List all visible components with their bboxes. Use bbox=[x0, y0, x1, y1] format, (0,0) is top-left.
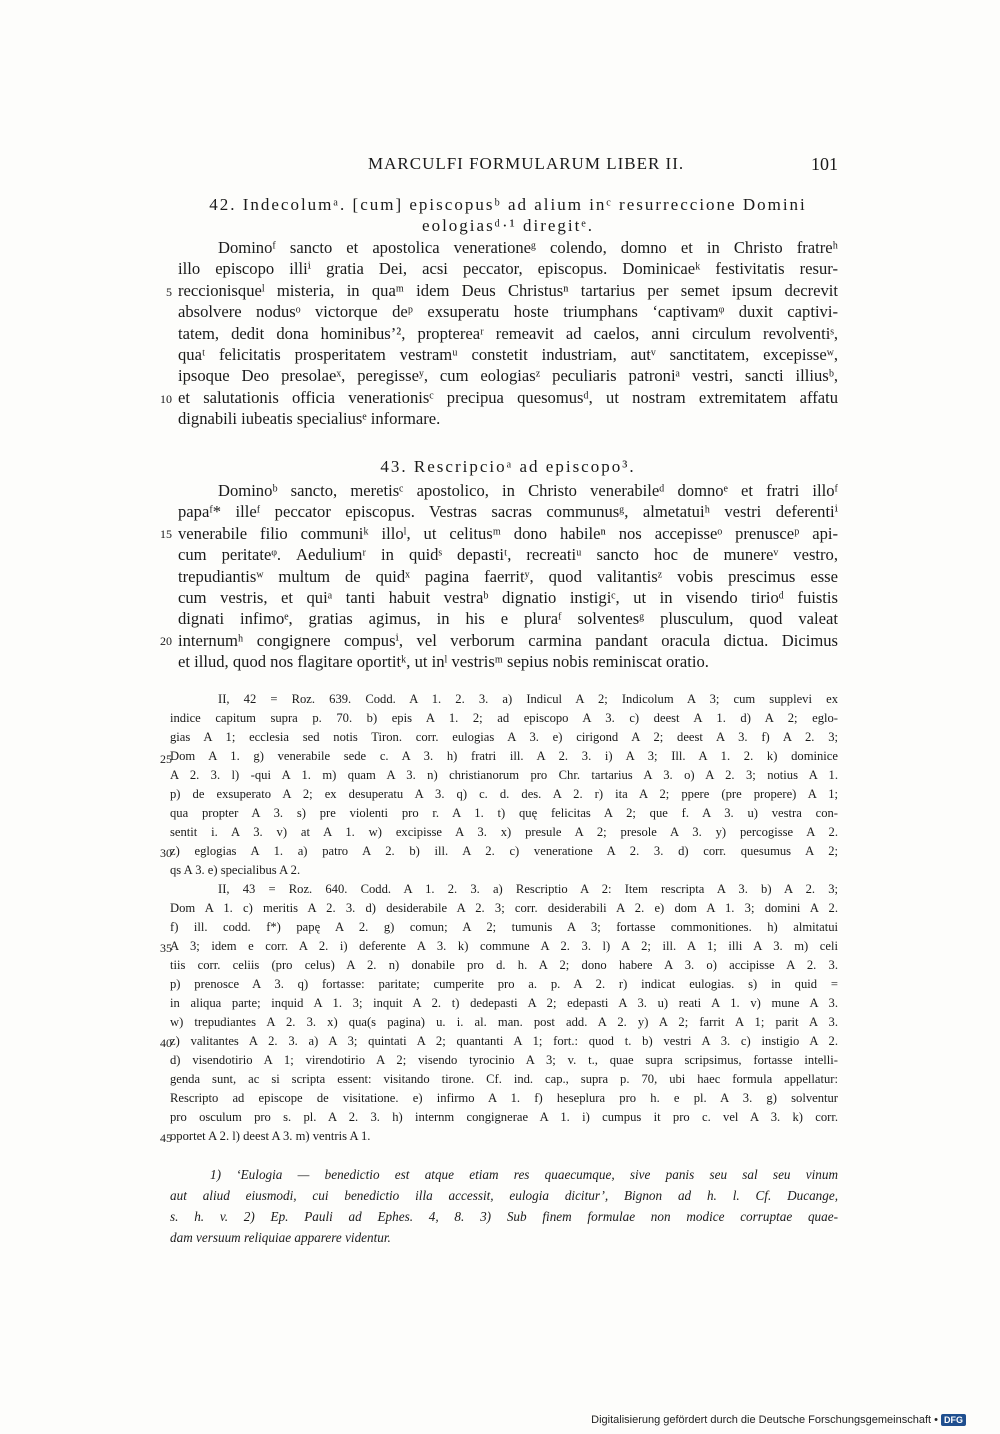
text-line: cum peritateᵠ. Aeduliumʳ in quidˢ depastiᵗ, recreatiᵘ sancto hoc de munereᵛ vestro, bbox=[178, 545, 838, 565]
text-line: dignabili iubeatis specialiusᵉ informare. bbox=[178, 409, 441, 429]
text-line: dignati infimoᵉ, gratias agimus, in his e pluraᶠ solventesᵍ plusculum, quod valeat bbox=[178, 609, 838, 629]
line-number: 10 bbox=[160, 392, 172, 406]
line-number: 35 bbox=[160, 941, 172, 955]
note-line: qua propter A 3. s) pre violenti pro r. A 1. t) quę felicitas A 2; que f. A 3. u) vestra con- bbox=[170, 806, 838, 820]
text-line: cum vestris, et quiᵃ tanti habuit vestraᵇ dignatio instigiᶜ, ut in visendo tirioᵈ fuistis bbox=[178, 587, 838, 607]
text-line: ipsoque Deo presolaeˣ, peregisseʸ, cum eologiasᶻ peculiaris patroniᵃ vestri, sancti illiusᵇ, bbox=[178, 366, 838, 386]
text-line: venerabile filio communiᵏ illoˡ, ut celitusᵐ dono habileⁿ nos accepisseᵒ prenusceᵖ api- bbox=[178, 523, 838, 543]
line-number: 45 bbox=[160, 1131, 172, 1145]
note-line: z) valitantes A 2. 3. a) A 3; quintati A 2; quantanti A 1; fort.: quod t. b) vestri A 3. c) instigio A 2. bbox=[170, 1034, 838, 1048]
note-line: d) visendotirio A 1; virendotirio A 2; visendo tyrocinio A 3; v. t., quae supra scripsimus, fortasse intelli- bbox=[170, 1053, 838, 1067]
section-42-title bbox=[178, 194, 838, 236]
section-42-title-line1: 42. Indecolumᵃ. [cum] episcopusᵇ ad alium inᶜ resurreccione Domini bbox=[209, 195, 807, 214]
note-line: oportet A 2. l) deest A 3. m) ventris A 1. bbox=[170, 1129, 371, 1143]
note-line: Dom A 1. g) venerabile sede c. A 3. h) fratri ill. A 2. 3. i) A 3; Ill. A 1. 2. k) dominice bbox=[170, 749, 838, 763]
text-line: reccionisqueˡ misteria, in quaᵐ idem Deus Christusⁿ tartarius per semet ipsum decrevit bbox=[178, 280, 838, 300]
text-line: internumʰ congignere compusⁱ, vel verborum carmina pandant oracula dictua. Dicimus bbox=[178, 630, 838, 650]
note-line: Dom A 1. c) meritis A 2. 3. d) desiderabile A 2. 3; corr. desiderabili A 2. e) dom A 1. 3; domini A 2. bbox=[170, 901, 838, 915]
section-43-body bbox=[178, 480, 838, 673]
footnotes bbox=[170, 1164, 838, 1248]
running-title: MARCULFI FORMULARUM LIBER II. bbox=[368, 154, 685, 173]
text-line: Dominoᵇ sancto, meretisᶜ apostolico, in Christo venerabileᵈ domnoᵉ et fratri illoᶠ bbox=[218, 481, 838, 500]
critical-apparatus bbox=[170, 690, 838, 1146]
section-42-body bbox=[178, 237, 838, 430]
note-line: A 2. 3. l) -qui A 1. m) quam A 3. n) christianorum pro Chr. tartarius A 3. o) A 2. 3; notius A 1. bbox=[170, 768, 838, 782]
text-line: quaᵗ felicitatis prosperitatem vestramᵘ constetit industriam, autᵛ sanctitatem, excepisseʷ, bbox=[178, 344, 838, 364]
footnote-line: s. h. v. 2) Ep. Pauli ad Ephes. 4, 8. 3) Sub finem formulae non modice corruptae quae- bbox=[170, 1209, 838, 1224]
text-line: et illud, quod nos flagitare oportitᵏ, ut inˡ vestrisᵐ sepius nobis reminiscat oratio. bbox=[178, 652, 709, 672]
note-line: gias A 1; ecclesia sed notis Tiron. corr. eulogias A 3. e) cirigond A 2; deest A 3. f) A 2. 3; bbox=[170, 730, 838, 744]
note-line: indice capitum supra p. 70. b) epis A 1. 2; ad episcopo A 3. c) deest A 1. d) A 2; eglo- bbox=[170, 711, 838, 725]
note-line: II, 43 = Roz. 640. Codd. A 1. 2. 3. a) Rescriptio A 2: Item rescripta A 3. b) A 2. 3; bbox=[218, 882, 838, 896]
section-42-title-line2: eologiasᵈ·¹ diregitᵉ. bbox=[422, 216, 594, 235]
note-line: p) prenosce A 3. q) fortasse: paritate; cumperite pro a. p. A 2. r) indicat eulogias. s) in quid = bbox=[170, 977, 838, 991]
footnote-line: 1) ‘Eulogia — benedictio est atque etiam res quaecumque, sive panis seu sal seu vinum bbox=[210, 1167, 838, 1182]
note-line: A 3; idem e corr. A 2. i) deferente A 3. k) commune A 2. 3. l) A 2; ill. A 1; illi A 3. m) celi bbox=[170, 939, 838, 953]
footnote-line: aut aliud eiusmodi, cui benedictio illa accessit, eulogia dicitur’, Bignon ad h. l. Cf. Ducange, bbox=[170, 1188, 838, 1203]
line-number: 5 bbox=[166, 285, 172, 299]
text-line: illo episcopo illiⁱ gratia Dei, acsi peccator, episcopus. Dominicaeᵏ festivitatis resur- bbox=[178, 259, 838, 279]
note-line: pro osculum pro s. pl. A 2. 3. h) internm congignerae A 1. i) cumpus it pro c. vel A 3. k) corr. bbox=[170, 1110, 838, 1124]
line-number: 40 bbox=[160, 1036, 172, 1050]
note-line: sentit i. A 3. v) at A 1. w) excipisse A 3. x) presule A 2; presole A 3. y) percogisse A 2. bbox=[170, 825, 838, 839]
running-header bbox=[178, 154, 838, 178]
text-line: tatem, dedit dona hominibus’², proptereaʳ remeavit ad caelos, anni circulum revolventiˢ, bbox=[178, 323, 838, 343]
note-line: f) ill. codd. f*) papę A 2. g) comun; A 2; tumunis A 3; fortasse commonitiones. h) almitatui bbox=[170, 920, 838, 934]
note-line: in aliqua parte; inquid A 1. 3; inquit A 2. t) dedepasti A 2; edepasti A 3. u) reati A 1. v) mune A 3. bbox=[170, 996, 838, 1010]
note-line: II, 42 = Roz. 639. Codd. A 1. 2. 3. a) Indicul A 2; Indicolum A 3; cum supplevi ex bbox=[218, 692, 838, 706]
line-number: 20 bbox=[160, 634, 172, 648]
note-line: z) eglogias A 1. a) patro A 2. b) ill. A 2. c) veneratione A 2. 3. d) corr. quesumus A 2; bbox=[170, 844, 838, 858]
text-line: Dominoᶠ sancto et apostolica venerationeᵍ colendo, domno et in Christo fratreʰ bbox=[218, 238, 838, 257]
section-43-title: 43. Rescripcioᵃ ad episcopo³. bbox=[380, 457, 636, 476]
note-line: p) de exsuperato A 2; ex desuperatu A 3. q) c. d. des. A 2. r) ita A 2; ppere (pre propere) A 1; bbox=[170, 787, 838, 801]
text-line: papaᶠ* illeᶠ peccator episcopus. Vestras sacras communusᵍ, almetatuiʰ vestri deferentiⁱ bbox=[178, 502, 838, 522]
note-line: genda sunt, ac si scripta essent: visitando tirone. Cf. ind. cap., supra p. 70, ubi haec formula appellatur: bbox=[170, 1072, 838, 1086]
text-line: et salutationis officia venerationisᶜ precipua quesomusᵈ, ut nostram extremitatem affatu bbox=[178, 387, 838, 407]
note-line: Rescripto ad episcope de visitatione. e) infirmo A 1. f) heseplura pro h. e pl. A 3. g) solventur bbox=[170, 1091, 838, 1105]
text-line: absolvere nodusᵒ victorque deᵖ exsuperatu hoste triumphans ‘captivamᵠ duxit captivi- bbox=[178, 302, 838, 322]
line-number: 15 bbox=[160, 527, 172, 541]
credit-text: Digitalisierung gefördert durch die Deutsche Forschungsgemeinschaft • bbox=[591, 1414, 938, 1426]
digitization-credit bbox=[591, 1414, 966, 1426]
text-line: trepudiantisʷ multum de quidˣ pagina faerritʸ, quod valitantisᶻ vobis prescimus esse bbox=[178, 566, 838, 586]
line-number: 30 bbox=[160, 846, 172, 860]
note-line: qs A 3. e) specialibus A 2. bbox=[170, 863, 301, 877]
line-number: 25 bbox=[160, 752, 172, 766]
note-line: w) trepudiantes A 2. 3. x) qua(s pagina) u. i. al. man. post add. A 2. y) A 2; farrit A 1; parit A 3. bbox=[170, 1015, 838, 1029]
page-number: 101 bbox=[811, 154, 838, 174]
dfg-logo: DFG bbox=[941, 1414, 966, 1426]
note-line: tiis corr. celiis (pro celus) A 2. n) donabile pro d. h. A 2; dono habere A 3. o) accipisse A 2. 3. bbox=[170, 958, 838, 972]
footnote-line: dam versuum reliquiae apparere videntur. bbox=[170, 1230, 391, 1245]
